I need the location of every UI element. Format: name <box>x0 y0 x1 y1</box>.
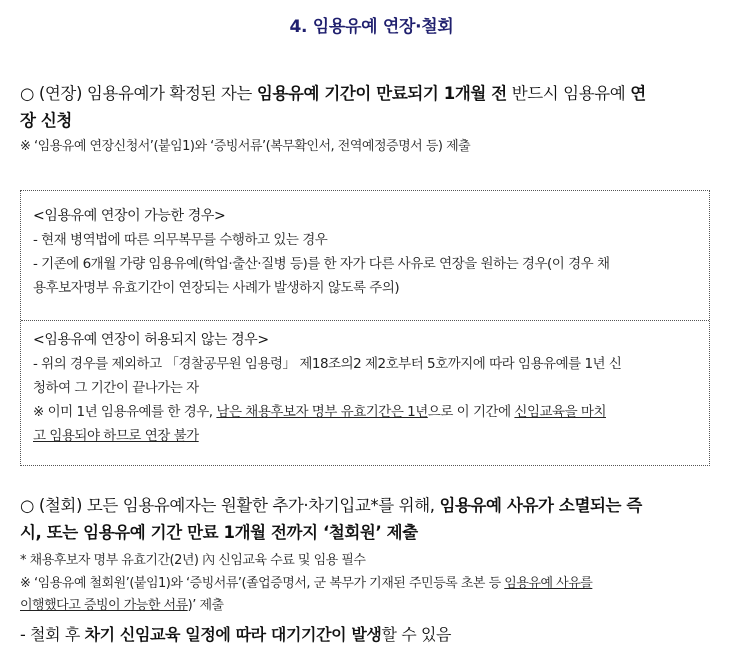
extension-text-2: 반드시 임용유예 <box>511 84 626 103</box>
extension-request-a: 연 <box>630 84 646 103</box>
not-allowed-note-cont <box>33 424 697 448</box>
extension-text: 임용유예가 확정된 자는 <box>86 84 252 103</box>
note-text: )’ 제출 <box>187 598 224 613</box>
not-allowed-line: - 위의 경우를 제외하고 「경찰공무원 임용령」 제18조의2 제2호부터 5호까지에 따라 임용유예를 1년 신 <box>33 356 622 372</box>
extension-cases-box <box>20 190 710 466</box>
possible-line: - 기존에 6개월 가량 임용유예(학업·출산·질병 등)를 한 자가 다른 사유로 연장을 원하는 경우(이 경우 채 <box>33 256 610 272</box>
not-allowed-heading: <임용유예 연장이 허용되지 않는 경우> <box>33 332 269 348</box>
page-title: 4. 임용유예 연장·철회 <box>289 17 454 37</box>
possible-cases <box>21 205 709 300</box>
box-divider <box>21 320 709 321</box>
note-underlined: 임용유예 사유를 <box>504 576 593 591</box>
not-allowed-line: 청하여 그 기간이 끝나가는 자 <box>33 380 199 396</box>
withdraw-text: 모든 임용유예자는 원활한 추가·차기입교*를 위해, <box>86 496 435 515</box>
note-underlined: 이행했다고 증빙이 가능한 서류 <box>20 598 188 613</box>
not-allowed-note <box>33 400 697 424</box>
note-underlined: 신임교육을 마치 <box>514 404 606 420</box>
extension-note: ※ ‘임용유예 연장신청서’(붙임1)와 ‘증빙서류’(복무확인서, 전역예정증명서 등) 제출 <box>20 139 471 154</box>
withdraw-bold-2: 시, 또는 임용유예 기간 만료 1개월 전까지 ‘철회원’ 제출 <box>20 523 418 542</box>
withdraw-label: (철회) <box>38 496 83 515</box>
withdraw-note-1: * 채용후보자 명부 유효기간(2년) 內 신임교육 수료 및 임용 필수 <box>20 553 366 568</box>
note-text: ※ 이미 1년 임용유예를 한 경우, <box>33 404 213 420</box>
possible-line: - 현재 병역법에 따른 의무복무를 수행하고 있는 경우 <box>33 232 328 248</box>
consequence-text: - 철회 후 <box>20 625 80 644</box>
note-text: 으로 이 기간에 <box>427 404 511 420</box>
note-underlined: 남은 채용후보자 명부 유효기간은 1년 <box>216 404 428 420</box>
bullet-marker: ○ <box>20 84 34 103</box>
extension-paragraph <box>20 80 722 134</box>
not-allowed-cases <box>21 329 709 448</box>
withdraw-note-2 <box>20 573 722 617</box>
withdraw-consequence <box>20 622 451 648</box>
note-text: ※ ‘임용유예 철회원’(붙임1)와 ‘증빙서류’(졸업증명서, 군 복무가 기재된 주민등록 초본 등 <box>20 576 501 591</box>
withdraw-paragraph <box>20 492 722 546</box>
consequence-bold: 차기 신임교육 일정에 따라 대기기간이 발생 <box>84 625 382 644</box>
extension-label: (연장) <box>38 84 83 103</box>
extension-request-b: 장 신청 <box>20 111 72 130</box>
consequence-text: 할 수 있음 <box>381 625 452 644</box>
possible-heading: <임용유예 연장이 가능한 경우> <box>33 208 226 224</box>
bullet-marker: ○ <box>20 496 34 515</box>
withdraw-bold-1: 임용유예 사유가 소멸되는 즉 <box>439 496 642 515</box>
extension-deadline: 임용유예 기간이 만료되기 1개월 전 <box>256 84 507 103</box>
note-underlined: 고 임용되야 하므로 연장 불가 <box>33 428 199 444</box>
possible-line: 용후보자명부 유효기간이 연장되는 사례가 발생하지 않도록 주의) <box>33 280 400 296</box>
